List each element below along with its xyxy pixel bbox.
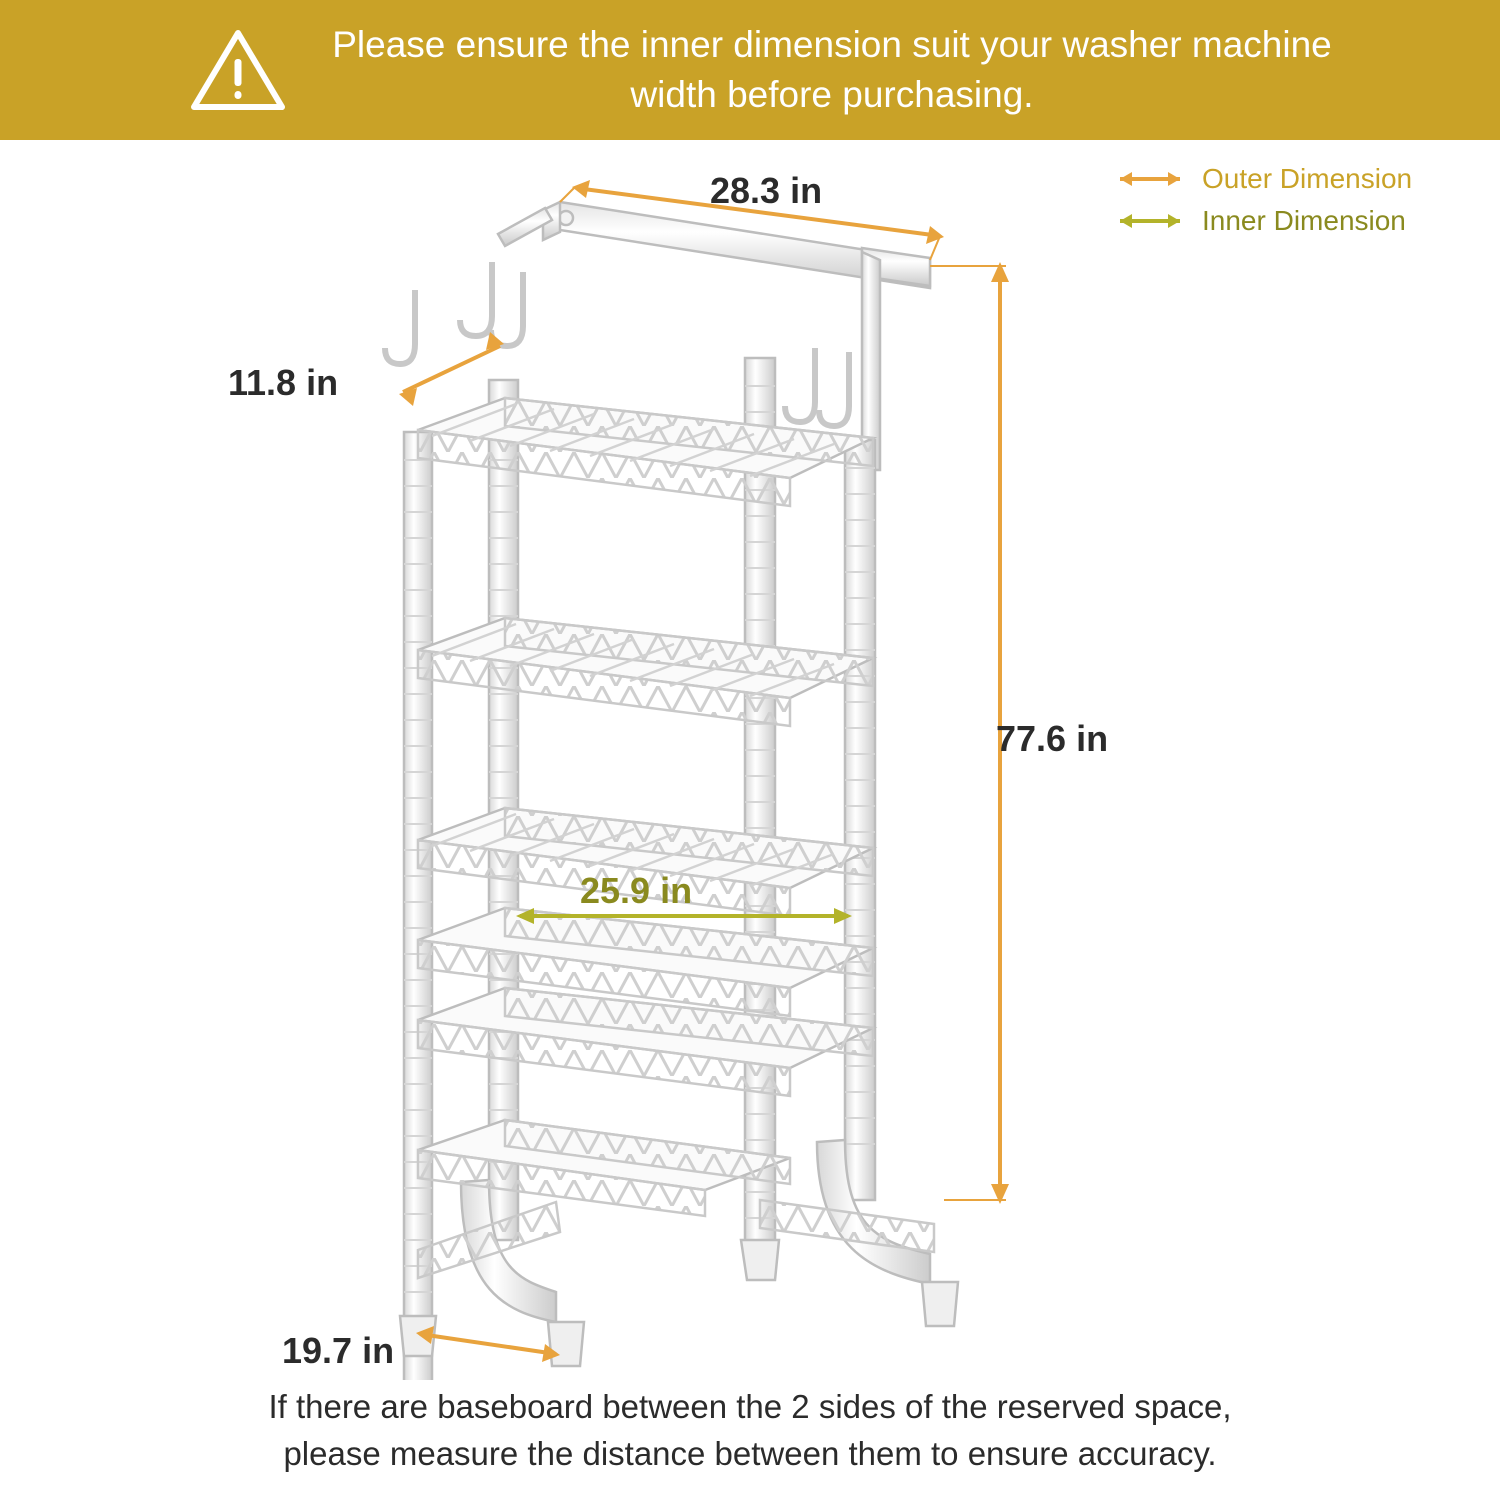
dimension-label-height: 77.6 in (996, 718, 1109, 759)
dimension-label-depth: 11.8 in (228, 362, 339, 403)
dimension-label-base-width: 19.7 in (282, 1330, 395, 1371)
bottom-note (0, 1384, 1500, 1478)
legend-label-inner: Inner Dimension (1202, 205, 1406, 236)
rack-illustration (0, 140, 1500, 1380)
bottom-note-line1: If there are baseboard between the 2 sides of the reserved space, (268, 1388, 1232, 1426)
warning-triangle-icon (190, 27, 286, 113)
product-diagram (0, 140, 1500, 1380)
warning-banner (0, 0, 1500, 140)
dimension-label-top-width: 28.3 in (710, 170, 823, 211)
dimension-label-inner-width: 25.9 in (580, 870, 693, 911)
legend-label-outer: Outer Dimension (1202, 163, 1413, 194)
banner-text: Please ensure the inner dimension suit your washer machine width before purchasing. (332, 24, 1332, 115)
bottom-note-line2: please measure the distance between them to ensure accuracy. (283, 1435, 1217, 1473)
